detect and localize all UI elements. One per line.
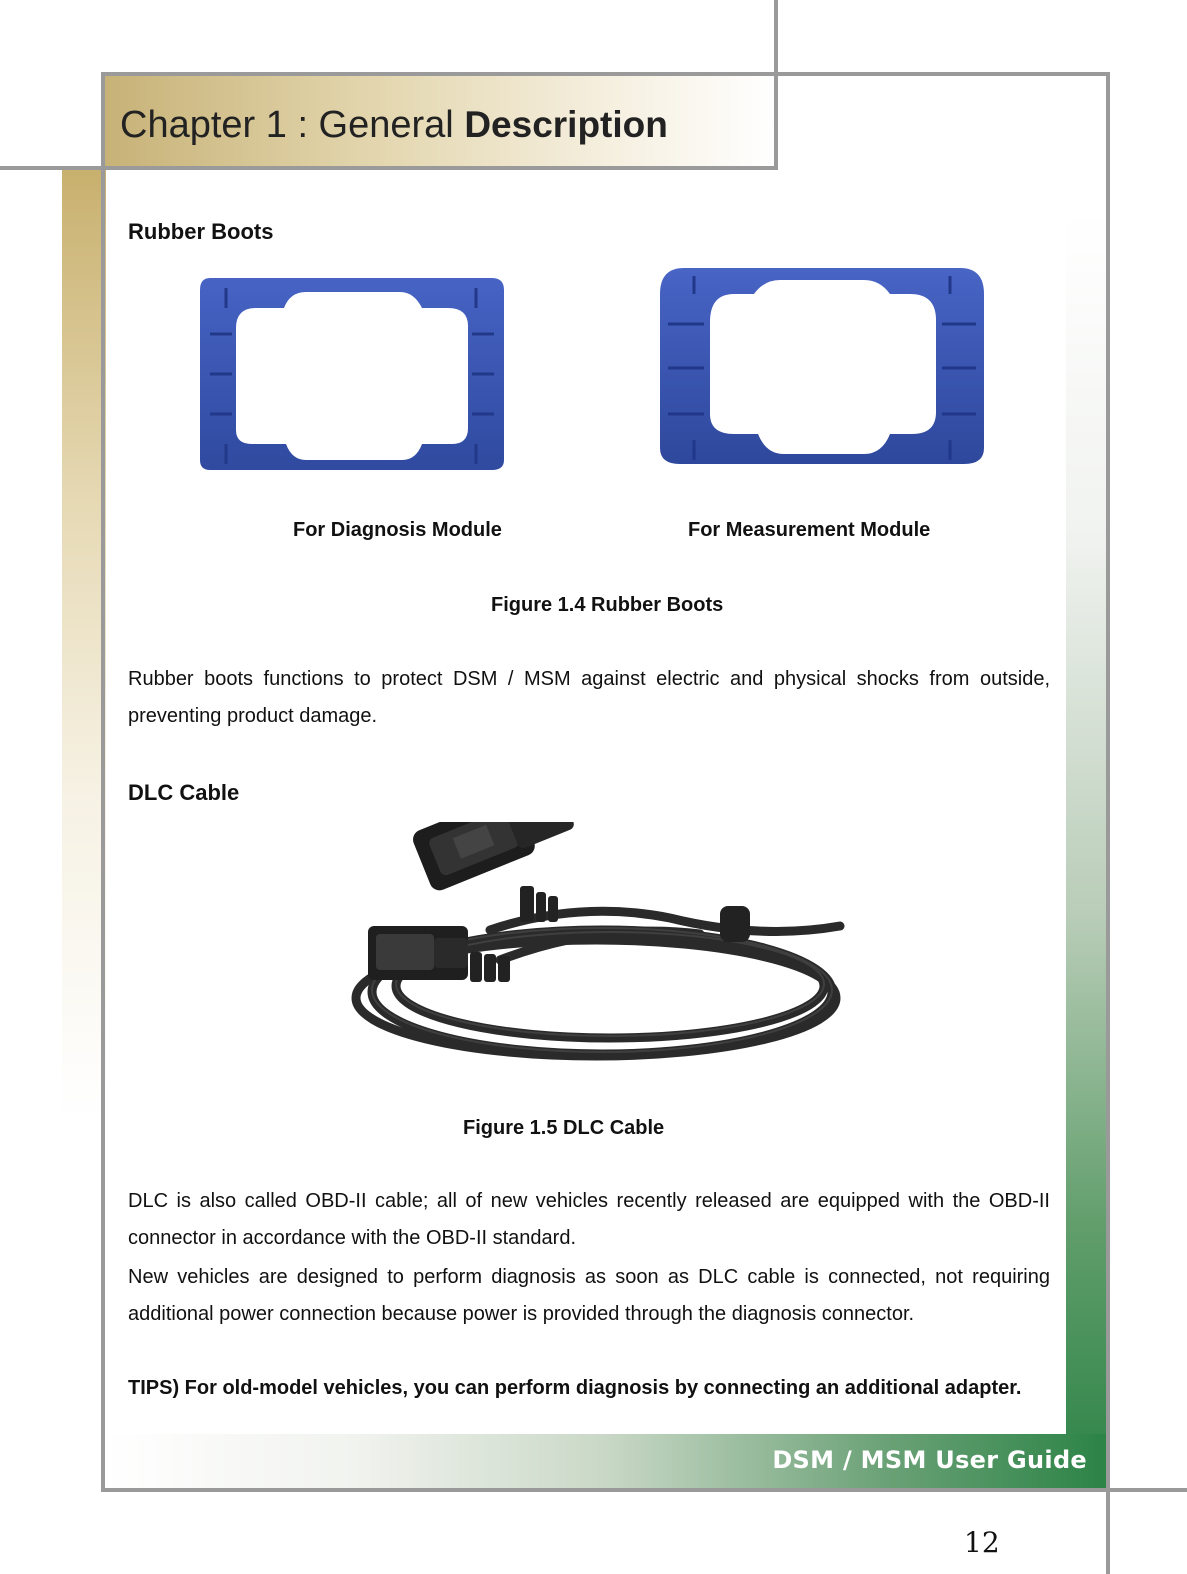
- chapter-title: [120, 104, 668, 147]
- footer-guide-title: DSM / MSM User Guide: [772, 1446, 1087, 1474]
- rubber-boot-measurement-image: [654, 264, 990, 470]
- paragraph-dlc-1: DLC is also called OBD-II cable; all of new vehicles recently released are equipped with the OBD-II connector in accordance with the OBD-II standard.: [128, 1190, 1050, 1249]
- section-heading-rubber-boots: Rubber Boots: [128, 219, 274, 244]
- chapter-title-bold: Description: [464, 104, 668, 145]
- left-gold-strip: [62, 170, 106, 1120]
- frame-line: [774, 0, 778, 170]
- right-green-strip: [1066, 210, 1108, 1490]
- page-number: 12: [964, 1526, 1000, 1559]
- frame-line: [1066, 1488, 1187, 1492]
- dlc-cable-image: [340, 822, 860, 1070]
- paragraph-rubber-boots: Rubber boots functions to protect DSM / MSM against electric and physical shocks from outside, preventing product damage.: [128, 668, 1050, 727]
- label-measurement-module: For Measurement Module: [688, 519, 931, 541]
- figure-caption-rubber-boots: Figure 1.4 Rubber Boots: [491, 594, 724, 616]
- frame-line: [101, 72, 105, 1492]
- chapter-title-prefix: Chapter 1 : General: [120, 104, 465, 146]
- frame-line: [1106, 72, 1110, 1574]
- figure-caption-dlc-cable: Figure 1.5 DLC Cable: [463, 1117, 665, 1139]
- section-heading-dlc-cable: DLC Cable: [128, 780, 240, 805]
- frame-line: [0, 166, 778, 170]
- label-diagnosis-module: For Diagnosis Module: [293, 519, 502, 541]
- paragraph-tips: TIPS) For old-model vehicles, you can perform diagnosis by connecting an additional adapter.: [128, 1377, 1022, 1399]
- paragraph-dlc-2: New vehicles are designed to perform diagnosis as soon as DLC cable is connected, not requiring additional power connection because power is provided through the diagnosis connector.: [128, 1266, 1050, 1325]
- frame-line: [101, 1488, 1110, 1492]
- rubber-boot-diagnosis-image: [196, 274, 508, 474]
- frame-line: [104, 72, 1110, 76]
